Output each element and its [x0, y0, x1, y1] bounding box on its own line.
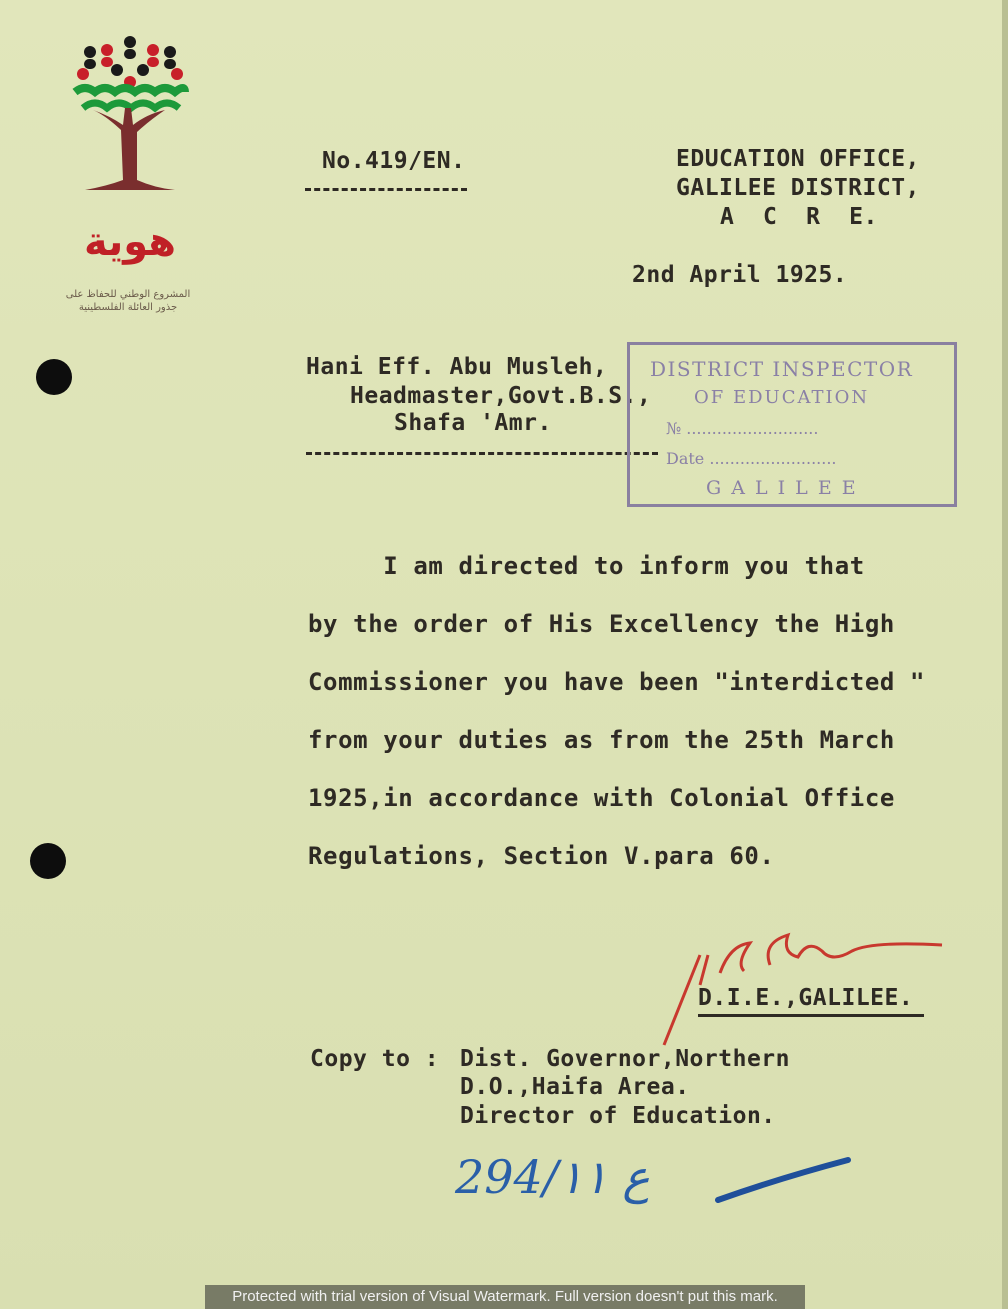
- inspector-stamp: [627, 342, 957, 507]
- office-line-3: A C R E.: [720, 204, 878, 230]
- body-line-3: Commissioner you have been "interdicted ": [308, 668, 926, 696]
- body-line-4: from your duties as from the 25th March: [308, 726, 895, 754]
- people-circle: [75, 36, 185, 108]
- svg-text:هوية: هوية: [83, 219, 177, 265]
- reference-number: No.419/EN.: [322, 148, 466, 174]
- stamp-line-1: DISTRICT INSPECTOR: [650, 357, 914, 381]
- body-line-1: I am directed to inform you that: [308, 552, 865, 580]
- tree-logo-icon: [55, 30, 205, 290]
- addressee-line-2: Headmaster,Govt.B.S.,: [350, 383, 652, 409]
- punch-hole: [30, 843, 66, 879]
- addressee-line-1: Hani Eff. Abu Musleh,: [306, 354, 608, 380]
- letter-date: 2nd April 1925.: [632, 262, 848, 288]
- copy-to-line-3: Director of Education.: [460, 1103, 776, 1129]
- body-line-5: 1925,in accordance with Colonial Office: [308, 784, 895, 812]
- copy-to-label: Copy to :: [310, 1046, 440, 1072]
- reference-underline: [305, 188, 467, 191]
- stamp-line-5: G A L I L E E: [706, 477, 858, 499]
- addressee-line-3: Shafa 'Amr.: [394, 410, 552, 436]
- body-line-2: by the order of His Excellency the High: [308, 610, 895, 638]
- signature-underline: [698, 1014, 924, 1017]
- stamp-date-row: Date .........................: [666, 449, 837, 468]
- trial-watermark: Protected with trial version of Visual Watermark. Full version doesn't put this mark.: [205, 1285, 805, 1309]
- punch-hole: [36, 359, 72, 395]
- body-line-6: Regulations, Section V.para 60.: [308, 842, 775, 870]
- addressee-underline: [306, 452, 658, 455]
- stamp-line-2: OF EDUCATION: [694, 387, 870, 408]
- logo-caption-line2: جذور العائلة الفلسطينية: [78, 302, 178, 313]
- stamp-date-label: Date: [666, 449, 705, 468]
- copy-to-line-1: Dist. Governor,Northern: [460, 1046, 790, 1072]
- page-edge: [1002, 0, 1008, 1309]
- logo-caption: [48, 288, 208, 314]
- stamp-no-row: № ..........................: [666, 419, 819, 438]
- office-line-2: GALILEE DISTRICT,: [676, 175, 920, 201]
- blue-pen-stroke: [700, 1150, 860, 1210]
- logo-caption-line1: المشروع الوطني للحفاظ على: [65, 289, 191, 300]
- signature-block: D.I.E.,GALILEE.: [698, 985, 914, 1011]
- office-line-1: EDUCATION OFFICE,: [676, 146, 920, 172]
- stamp-no-label: №: [666, 419, 682, 438]
- copy-to-line-2: D.O.,Haifa Area.: [460, 1074, 690, 1100]
- handwritten-reference: 294/ع ١١: [455, 1150, 650, 1204]
